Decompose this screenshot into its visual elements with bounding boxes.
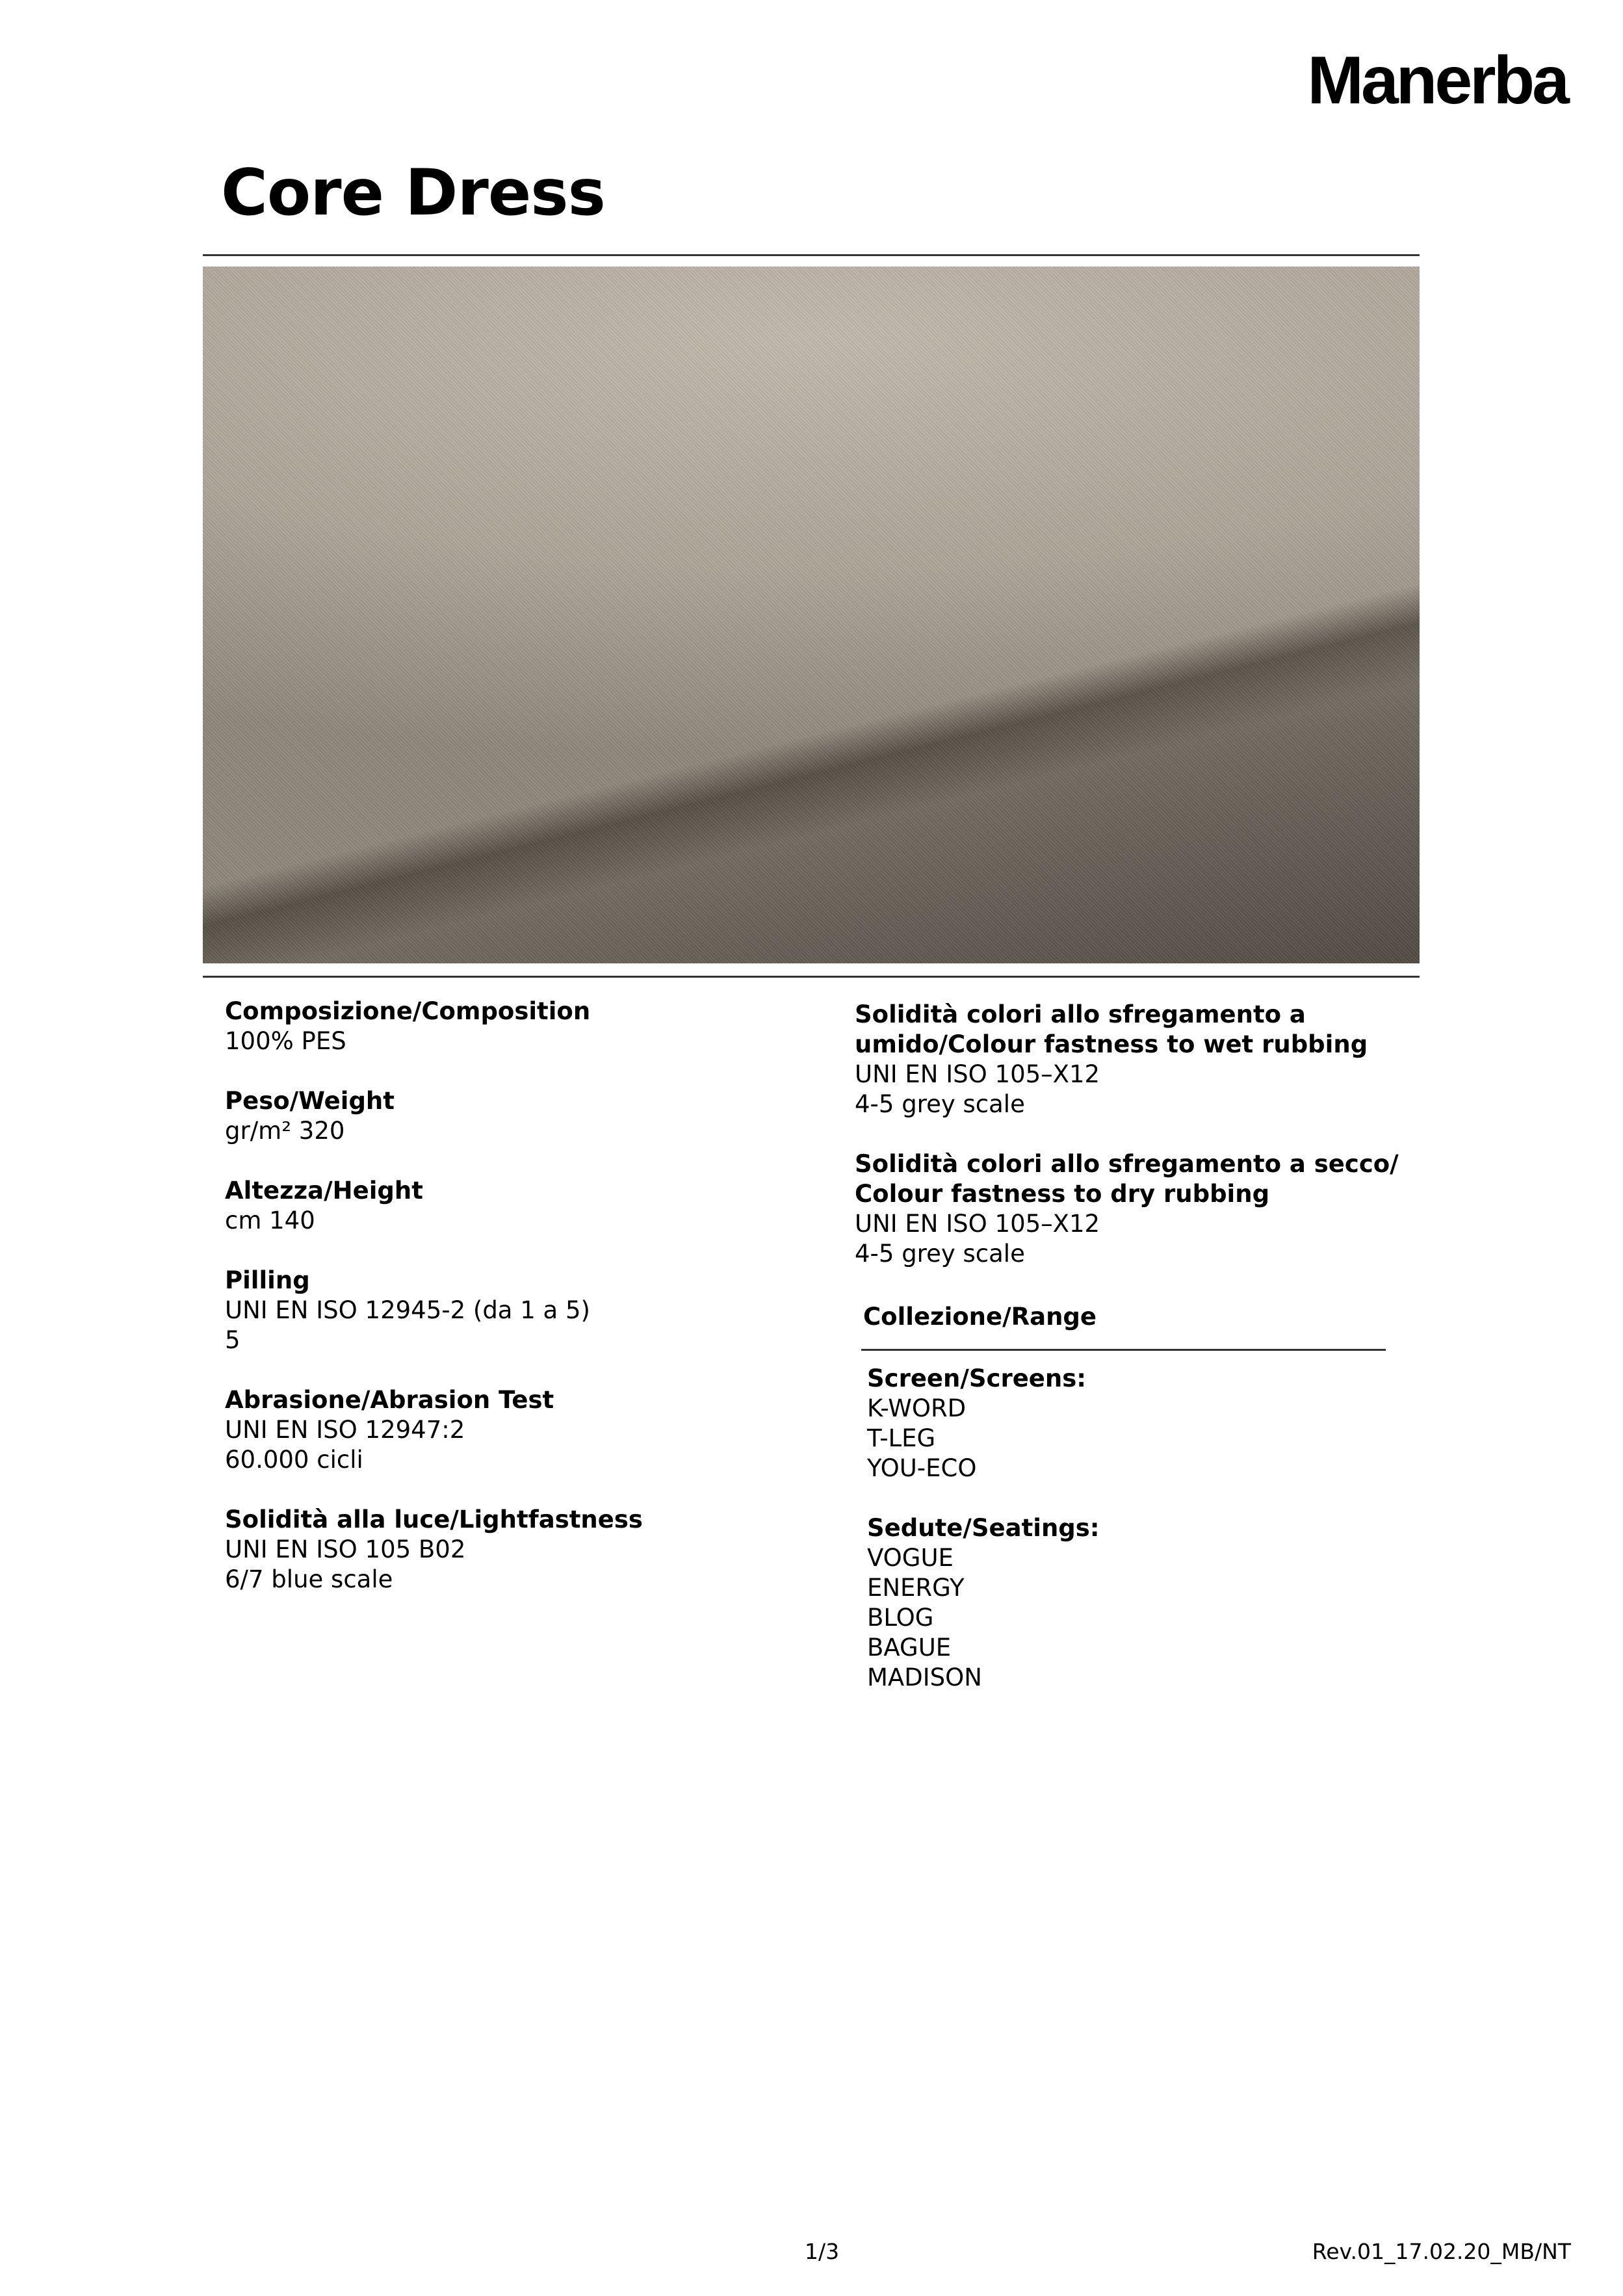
spec-weight: [225, 1086, 875, 1146]
spec-label: Pilling: [225, 1266, 310, 1294]
spec-value: 5: [225, 1326, 240, 1354]
revision-code: Rev.01_17.02.20_MB/NT: [1312, 2239, 1571, 2264]
spec-dry-rubbing: [855, 1149, 1414, 1269]
spec-wet-rubbing: [855, 1000, 1414, 1119]
seatings-label: Sedute/Seatings:: [867, 1514, 1100, 1542]
spec-label: Peso/Weight: [225, 1087, 395, 1115]
list-item: YOU-ECO: [867, 1454, 977, 1482]
spec-label: Abrasione/Abrasion Test: [225, 1386, 554, 1414]
spec-label: Altezza/Height: [225, 1177, 423, 1205]
spec-pilling: [225, 1266, 875, 1355]
spec-abrasion: [225, 1385, 875, 1475]
spec-value: 4-5 grey scale: [855, 1240, 1025, 1268]
screens-label: Screen/Screens:: [867, 1364, 1087, 1392]
spec-value: gr/m² 320: [225, 1117, 345, 1145]
collection-section: [863, 1302, 1396, 1349]
spec-value: 6/7 blue scale: [225, 1565, 393, 1593]
list-item: MADISON: [867, 1663, 982, 1691]
spec-lightfastness: [225, 1505, 875, 1595]
spec-height: [225, 1176, 875, 1236]
spec-value: UNI EN ISO 12945-2 (da 1 a 5): [225, 1296, 590, 1324]
fabric-swatch-image: [203, 267, 1420, 963]
spec-value: 60.000 cicli: [225, 1446, 363, 1474]
list-item: T-LEG: [867, 1424, 936, 1452]
spec-value: UNI EN ISO 105–X12: [855, 1210, 1100, 1238]
spec-column-right: [855, 1000, 1414, 1299]
spec-column-left: [225, 997, 875, 1624]
spec-label: Composizione/Composition: [225, 997, 591, 1025]
spec-value: 100% PES: [225, 1027, 346, 1055]
spec-value: UNI EN ISO 105 B02: [225, 1535, 466, 1563]
list-item: K-WORD: [867, 1394, 967, 1422]
list-item: BLOG: [867, 1604, 934, 1632]
divider-bottom: [203, 976, 1420, 978]
page-number: 1/3: [805, 2239, 840, 2264]
collection-heading: Collezione/Range: [863, 1303, 1097, 1331]
spec-label: Solidità colori allo sfregamento a secco/: [855, 1150, 1399, 1178]
spec-value: cm 140: [225, 1207, 315, 1234]
divider-top: [203, 254, 1420, 256]
product-title: Core Dress: [221, 156, 605, 230]
screens-group: [867, 1364, 1086, 1483]
spec-value: UNI EN ISO 105–X12: [855, 1060, 1100, 1088]
spec-composition: [225, 997, 875, 1056]
spec-label: Colour fastness to dry rubbing: [855, 1180, 1270, 1208]
brand-logo: Manerba: [1307, 43, 1567, 118]
seatings-group: [867, 1513, 1100, 1693]
spec-value: 4-5 grey scale: [855, 1090, 1025, 1118]
spec-value: UNI EN ISO 12947:2: [225, 1416, 465, 1444]
spec-label: Solidità colori allo sfregamento a: [855, 1000, 1306, 1028]
spec-label: umido/Colour fastness to wet rubbing: [855, 1030, 1368, 1058]
list-item: BAGUE: [867, 1634, 952, 1662]
spec-label: Solidità alla luce/Lightfastness: [225, 1506, 643, 1533]
collection-divider: [861, 1349, 1386, 1351]
list-item: VOGUE: [867, 1544, 954, 1572]
list-item: ENERGY: [867, 1574, 965, 1602]
